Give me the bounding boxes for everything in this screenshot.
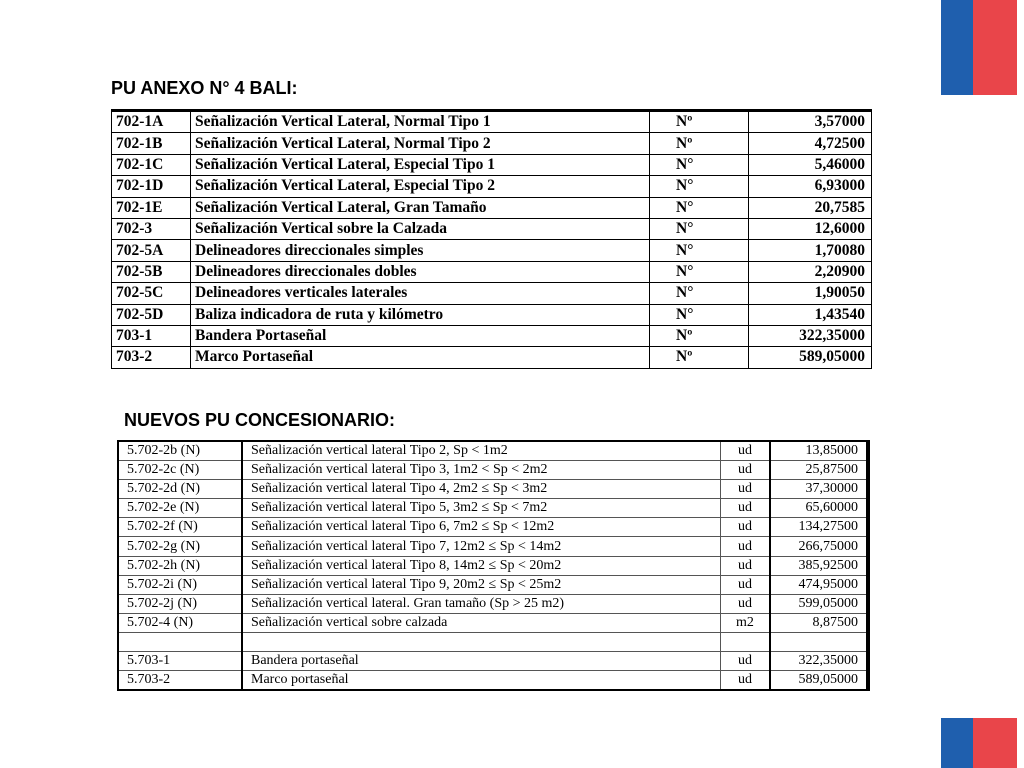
table-row xyxy=(118,652,868,671)
item-code: 5.702-2f (N) xyxy=(118,518,242,537)
section-title-concesionario: NUEVOS PU CONCESIONARIO: xyxy=(124,410,396,430)
item-price: 5,46000 xyxy=(749,154,872,175)
item-price: 322,35000 xyxy=(749,325,872,346)
item-description: Bandera Portaseñal xyxy=(191,325,650,346)
item-description: Señalización vertical sobre calzada xyxy=(242,613,721,632)
item-code: 702-1B xyxy=(112,133,191,154)
item-unit xyxy=(721,632,771,651)
item-code: 702-3 xyxy=(112,218,191,239)
item-code: 5.702-2d (N) xyxy=(118,480,242,499)
item-unit: ud xyxy=(721,556,771,575)
item-price: 37,30000 xyxy=(770,480,868,499)
item-unit: N° xyxy=(650,197,749,218)
item-unit: ud xyxy=(721,461,771,480)
item-description: Señalización vertical lateral Tipo 7, 12m2 ≤ Sp < 14m2 xyxy=(242,537,721,556)
item-code: 702-1C xyxy=(112,154,191,175)
price-table-concesionario xyxy=(117,440,870,691)
item-unit: ud xyxy=(721,480,771,499)
table-row xyxy=(118,480,868,499)
table-row xyxy=(118,594,868,613)
item-code: 702-5B xyxy=(112,261,191,282)
item-description: Señalización vertical lateral Tipo 9, 20m2 ≤ Sp < 25m2 xyxy=(242,575,721,594)
table-row xyxy=(118,461,868,480)
item-price: 599,05000 xyxy=(770,594,868,613)
table-row xyxy=(112,261,872,282)
item-price: 134,27500 xyxy=(770,518,868,537)
item-price: 8,87500 xyxy=(770,613,868,632)
item-price: 1,70080 xyxy=(749,240,872,261)
flag-decoration-bottom xyxy=(941,716,1017,768)
item-unit: Nº xyxy=(650,133,749,154)
item-code: 5.702-4 (N) xyxy=(118,613,242,632)
item-code: 5.702-2i (N) xyxy=(118,575,242,594)
item-code: 702-1A xyxy=(112,111,191,133)
item-price: 12,6000 xyxy=(749,218,872,239)
table-row xyxy=(118,613,868,632)
table-row xyxy=(112,240,872,261)
flag-red-stripe xyxy=(973,0,1017,97)
item-description xyxy=(242,632,721,651)
table-row xyxy=(118,556,868,575)
item-price: 322,35000 xyxy=(770,652,868,671)
item-unit: N° xyxy=(650,304,749,325)
item-price: 13,85000 xyxy=(770,441,868,461)
item-code: 703-1 xyxy=(112,325,191,346)
item-description: Señalización Vertical Lateral, Normal Tipo 2 xyxy=(191,133,650,154)
item-price xyxy=(770,632,868,651)
item-unit: m2 xyxy=(721,613,771,632)
item-price: 65,60000 xyxy=(770,499,868,518)
item-unit: ud xyxy=(721,537,771,556)
flag-blue-stripe xyxy=(941,716,973,768)
item-unit: N° xyxy=(650,240,749,261)
section-title-anexo: PU ANEXO N° 4 BALI: xyxy=(111,78,298,98)
table-row xyxy=(112,218,872,239)
table-row xyxy=(112,283,872,304)
item-unit: N° xyxy=(650,261,749,282)
item-code: 5.702-2g (N) xyxy=(118,537,242,556)
item-code: 702-5D xyxy=(112,304,191,325)
item-code: 702-5C xyxy=(112,283,191,304)
table-row xyxy=(118,441,868,461)
table-row xyxy=(112,176,872,197)
item-unit: N° xyxy=(650,154,749,175)
item-description: Señalización Vertical Lateral, Especial Tipo 1 xyxy=(191,154,650,175)
item-unit: Nº xyxy=(650,111,749,133)
item-description: Señalización Vertical Lateral, Gran Tamaño xyxy=(191,197,650,218)
price-table-anexo xyxy=(111,109,872,369)
item-description: Señalización Vertical Lateral, Normal Tipo 1 xyxy=(191,111,650,133)
item-code: 5.702-2c (N) xyxy=(118,461,242,480)
item-price: 266,75000 xyxy=(770,537,868,556)
flag-decoration-top xyxy=(941,0,1017,97)
item-code: 5.702-2j (N) xyxy=(118,594,242,613)
item-code: 5.702-2h (N) xyxy=(118,556,242,575)
item-description: Señalización vertical lateral Tipo 6, 7m2 ≤ Sp < 12m2 xyxy=(242,518,721,537)
item-code: 5.702-2b (N) xyxy=(118,441,242,461)
item-unit: ud xyxy=(721,575,771,594)
table-row xyxy=(112,133,872,154)
item-description: Señalización vertical lateral Tipo 4, 2m2 ≤ Sp < 3m2 xyxy=(242,480,721,499)
item-price: 2,20900 xyxy=(749,261,872,282)
item-unit: N° xyxy=(650,176,749,197)
item-price: 20,7585 xyxy=(749,197,872,218)
item-description: Señalización vertical lateral. Gran tamaño (Sp > 25 m2) xyxy=(242,594,721,613)
item-unit: ud xyxy=(721,671,771,691)
item-unit: N° xyxy=(650,283,749,304)
table-row xyxy=(112,111,872,133)
item-description: Señalización vertical lateral Tipo 3, 1m2 < Sp < 2m2 xyxy=(242,461,721,480)
item-description: Señalización vertical lateral Tipo 2, Sp < 1m2 xyxy=(242,441,721,461)
table-row xyxy=(118,499,868,518)
item-unit: Nº xyxy=(650,325,749,346)
item-code xyxy=(118,632,242,651)
item-description: Señalización Vertical Lateral, Especial Tipo 2 xyxy=(191,176,650,197)
item-unit: ud xyxy=(721,441,771,461)
item-description: Delineadores direccionales dobles xyxy=(191,261,650,282)
table-row xyxy=(112,154,872,175)
flag-blue-stripe xyxy=(941,0,973,97)
item-unit: ud xyxy=(721,499,771,518)
table-row xyxy=(112,197,872,218)
item-unit: N° xyxy=(650,218,749,239)
item-unit: ud xyxy=(721,518,771,537)
table-row xyxy=(118,518,868,537)
table-row xyxy=(118,632,868,651)
item-unit: Nº xyxy=(650,347,749,368)
item-price: 6,93000 xyxy=(749,176,872,197)
item-description: Señalización vertical lateral Tipo 8, 14m2 ≤ Sp < 20m2 xyxy=(242,556,721,575)
item-price: 25,87500 xyxy=(770,461,868,480)
item-code: 703-2 xyxy=(112,347,191,368)
item-code: 702-1D xyxy=(112,176,191,197)
item-code: 702-1E xyxy=(112,197,191,218)
item-price: 589,05000 xyxy=(749,347,872,368)
item-price: 1,90050 xyxy=(749,283,872,304)
table-row xyxy=(118,671,868,691)
item-description: Baliza indicadora de ruta y kilómetro xyxy=(191,304,650,325)
item-unit: ud xyxy=(721,594,771,613)
item-description: Señalización vertical lateral Tipo 5, 3m2 ≤ Sp < 7m2 xyxy=(242,499,721,518)
table-row xyxy=(112,325,872,346)
item-code: 5.703-1 xyxy=(118,652,242,671)
item-description: Marco portaseñal xyxy=(242,671,721,691)
item-description: Delineadores verticales laterales xyxy=(191,283,650,304)
item-price: 474,95000 xyxy=(770,575,868,594)
table-row xyxy=(118,575,868,594)
item-code: 5.703-2 xyxy=(118,671,242,691)
item-description: Bandera portaseñal xyxy=(242,652,721,671)
table-row xyxy=(112,304,872,325)
item-price: 589,05000 xyxy=(770,671,868,691)
flag-red-stripe xyxy=(973,716,1017,768)
item-price: 1,43540 xyxy=(749,304,872,325)
item-price: 3,57000 xyxy=(749,111,872,133)
item-code: 5.702-2e (N) xyxy=(118,499,242,518)
item-code: 702-5A xyxy=(112,240,191,261)
item-unit: ud xyxy=(721,652,771,671)
item-price: 4,72500 xyxy=(749,133,872,154)
table-row xyxy=(112,347,872,368)
item-price: 385,92500 xyxy=(770,556,868,575)
item-description: Delineadores direccionales simples xyxy=(191,240,650,261)
item-description: Señalización Vertical sobre la Calzada xyxy=(191,218,650,239)
item-description: Marco Portaseñal xyxy=(191,347,650,368)
table-row xyxy=(118,537,868,556)
